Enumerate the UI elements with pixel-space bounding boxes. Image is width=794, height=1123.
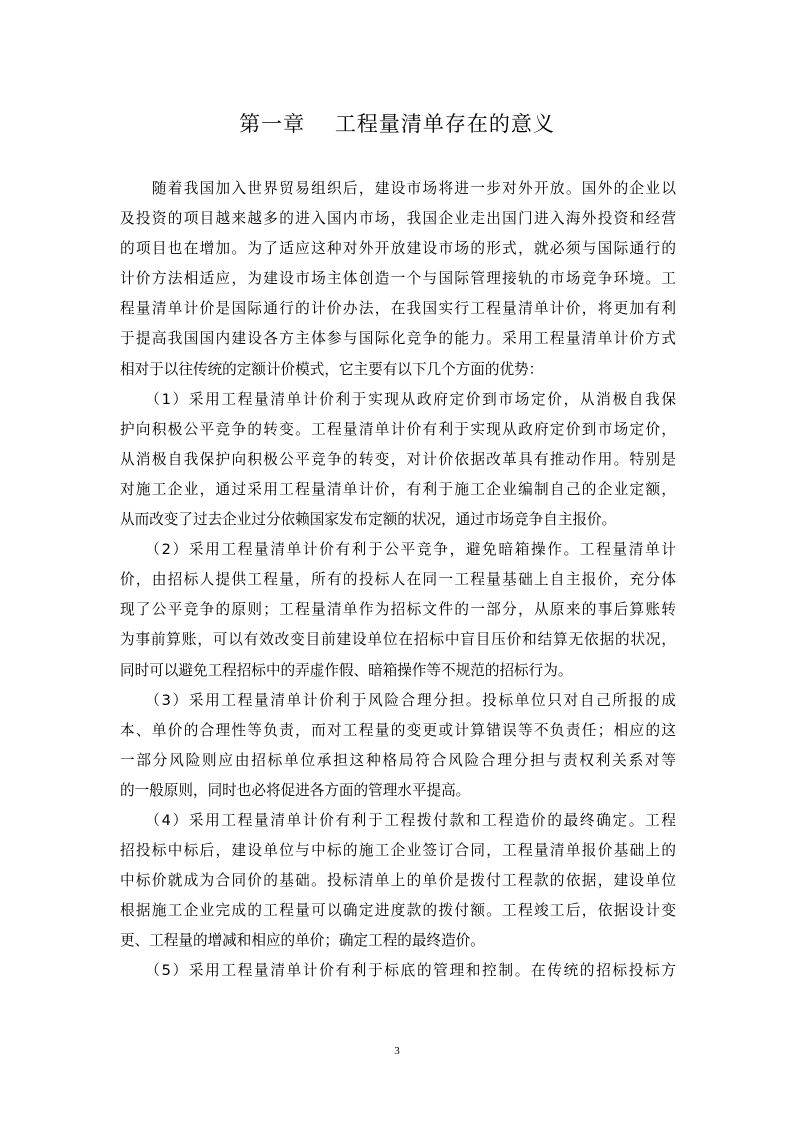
text-line: 更、工程量的增减和相应的单价；确定工程的最终造价。 (120, 932, 485, 950)
text-line: 相对于以往传统的定额计价模式，它主要有以下几个方面的优势： (120, 360, 544, 378)
text-line: 根据施工企业完成的工程量可以确定进度款的拨付额。工程竣工后，依据设计变 (120, 902, 676, 920)
text-line: （5）采用工程量清单计价有利于标底的管理和控制。在传统的招标投标方 (120, 962, 676, 980)
text-line: 现了公平竞争的原则；工程量清单作为招标文件的一部分，从原来的事后算账转 (120, 601, 676, 619)
text-line: 中标价就成为合同价的基础。投标清单上的单价是拨付工程款的依据，建设单位 (120, 872, 676, 890)
text-line: （2）采用工程量清单计价有利于公平竞争，避免暗箱操作。工程量清单计 (120, 541, 676, 559)
text-line: 的项目也在增加。为了适应这种对外开放建设市场的形式，就必须与国际通行的 (120, 240, 676, 258)
text-line: （4）采用工程量清单计价有利于工程拨付款和工程造价的最终确定。工程 (120, 811, 676, 829)
body-text (120, 174, 676, 987)
page-number: 3 (394, 1045, 400, 1057)
text-line: 的一般原则，同时也必将促进各方面的管理水平提高。 (120, 781, 471, 799)
text-line: （3）采用工程量清单计价利于风险合理分担。投标单位只对自己所报的成 (120, 691, 676, 709)
text-line: 及投资的项目越来越多的进入国内市场，我国企业走出国门进入海外投资和经营 (120, 210, 676, 228)
text-line: 从而改变了过去企业过分依赖国家发布定额的状况，通过市场竞争自主报价。 (120, 511, 617, 529)
text-line: 招投标中标后，建设单位与中标的施工企业签订合同，工程量清单报价基础上的 (120, 842, 676, 860)
text-line: 本、单价的合理性等负责，而对工程量的变更或计算错误等不负责任；相应的这 (120, 721, 676, 739)
text-line: 计价方法相适应，为建设市场主体创造一个与国际管理接轨的市场竞争环境。工 (120, 270, 676, 288)
text-line: 于提高我国国内建设各方主体参与国际化竞争的能力。采用工程量清单计价方式 (120, 330, 676, 348)
text-line: 从消极自我保护向积极公平竞争的转变，对计价依据改革具有推动作用。特别是 (120, 450, 676, 468)
text-line: 对施工企业，通过采用工程量清单计价，有利于施工企业编制自己的企业定额， (120, 480, 676, 498)
text-line: 护向积极公平竞争的转变。工程量清单计价有利于实现从政府定价到市场定价， (120, 420, 676, 438)
text-line: 随着我国加入世界贸易组织后，建设市场将进一步对外开放。国外的企业以 (120, 180, 676, 197)
text-line: 程量清单计价是国际通行的计价办法，在我国实行工程量清单计价，将更加有利 (120, 300, 676, 318)
text-line: 一部分风险则应由招标单位承担这种格局符合风险合理分担与责权利关系对等 (120, 751, 676, 769)
text-line: （1）采用工程量清单计价利于实现从政府定价到市场定价，从消极自我保 (120, 390, 676, 408)
chapter-title: 第一章 工程量清单存在的意义 (239, 112, 555, 136)
text-line: 同时可以避免工程招标中的弄虚作假、暗箱操作等不规范的招标行为。 (120, 661, 573, 679)
text-line: 价，由招标人提供工程量，所有的投标人在同一工程量基础上自主报价，充分体 (120, 571, 676, 589)
text-line: 为事前算账，可以有效改变目前建设单位在招标中盲目压价和结算无依据的状况， (120, 631, 676, 649)
